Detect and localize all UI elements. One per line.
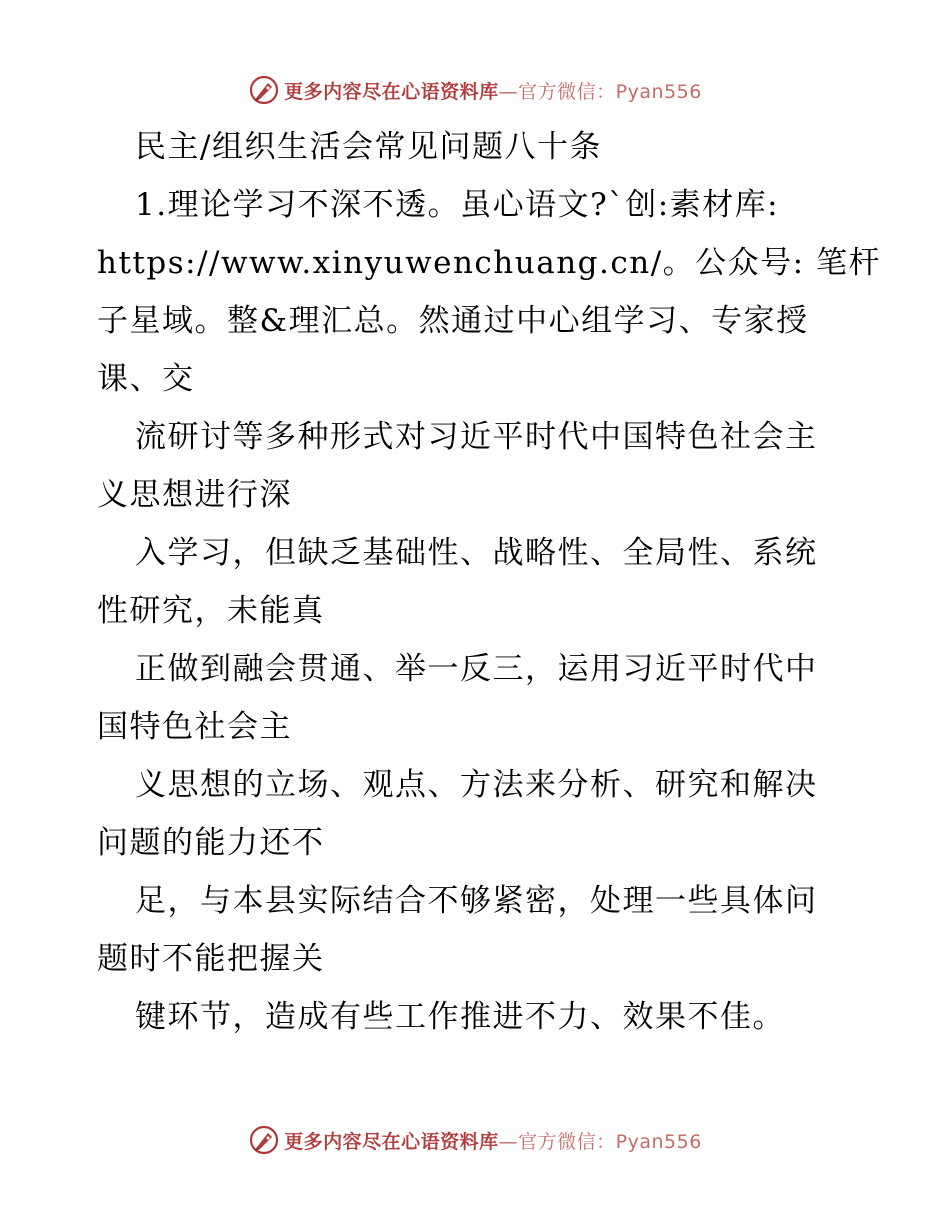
document-line: 义思想的立场、观点、方法来分析、研究和解决 — [135, 767, 818, 803]
document-line: 义思想进行深 — [97, 477, 292, 513]
document-line: 问题的能力还不 — [97, 825, 325, 861]
document-line: 性研究，未能真 — [97, 593, 325, 629]
document-line: https://www.xinyuwenchuang.cn/。公众号: 笔杆 — [97, 245, 881, 281]
watermark-wechat: 官方微信：Pyan556 — [518, 1130, 702, 1153]
document-line: 课、交 — [97, 361, 195, 397]
document-line: 国特色社会主 — [97, 709, 292, 745]
watermark-site-name: 更多内容尽在心语资料库 — [284, 1130, 499, 1153]
document-line: 足，与本县实际结合不够紧密，处理一些具体问 — [135, 883, 818, 919]
watermark-text — [284, 77, 702, 104]
pen-nib-logo-icon — [248, 1124, 280, 1156]
document-line: 子星域。整&理汇总。然通过中心组学习、专家授 — [97, 303, 809, 339]
watermark-text — [284, 1127, 702, 1154]
document-line: 入学习，但缺乏基础性、战略性、全局性、系统 — [135, 535, 818, 571]
watermark-dash: — — [498, 80, 519, 103]
footer-watermark-banner — [0, 1120, 950, 1160]
document-line: 正做到融会贯通、举一反三，运用习近平时代中 — [135, 651, 818, 687]
document-line: 1.理论学习不深不透。虽心语文?`创:素材库: — [135, 187, 780, 223]
watermark-dash: — — [498, 1130, 519, 1153]
pen-nib-logo-icon — [248, 74, 280, 106]
document-line: 题时不能把握关 — [97, 941, 325, 977]
watermark-wechat: 官方微信：Pyan556 — [518, 80, 702, 103]
document-line: 键环节，造成有些工作推进不力、效果不佳。 — [135, 999, 785, 1035]
header-watermark-banner — [0, 70, 950, 110]
watermark-site-name: 更多内容尽在心语资料库 — [284, 80, 499, 103]
document-title: 民主/组织生活会常见问题八十条 — [135, 129, 602, 165]
document-line: 流研讨等多种形式对习近平时代中国特色社会主 — [135, 419, 818, 455]
document-body — [97, 118, 881, 1046]
